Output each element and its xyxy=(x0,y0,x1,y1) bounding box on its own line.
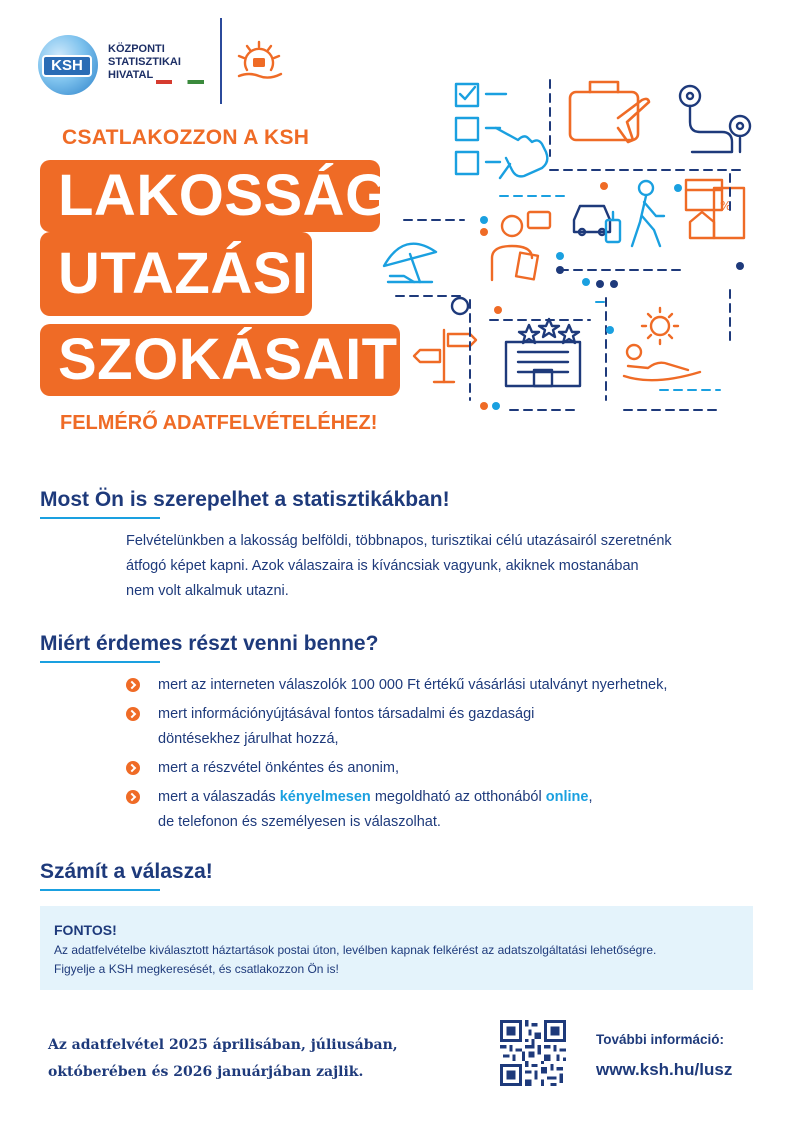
highlight-comfortably: kényelmesen xyxy=(279,789,371,805)
tourist-guide-icon xyxy=(492,212,550,280)
benefit-text: mert a részvétel önkéntes és anonim, xyxy=(158,760,399,776)
sunbather-icon xyxy=(624,345,700,380)
benefit-item xyxy=(126,702,766,752)
benefit-item xyxy=(126,785,766,835)
title-subline: FELMÉRŐ ADATFELVÉTELÉHEZ! xyxy=(60,412,378,434)
chevron-right-icon xyxy=(126,790,140,804)
benefit-item xyxy=(126,673,766,698)
intro-line-2: átfogó képet kapni. Azok válaszaira is kíváncsiak vagyunk, akiknek mostanában xyxy=(126,558,639,574)
ksh-logo-line-2: STATISZTIKAI xyxy=(108,56,181,68)
notice-line-2: Figyelje a KSH megkeresését, és csatlakozzon Ön is! xyxy=(54,962,339,976)
section-heading-counts: Számít a válasza! xyxy=(40,860,213,883)
notice-title: FONTOS! xyxy=(54,922,117,938)
ksh-logo-line-3: HIVATAL xyxy=(108,69,154,81)
suitcase-plane-icon xyxy=(570,82,649,142)
title-line-1: LAKOSSÁG xyxy=(40,160,380,232)
hotel-stars-icon xyxy=(506,319,580,386)
calendar-discount-icon xyxy=(686,180,744,238)
intro-line-3: nem volt alkalmuk utazni. xyxy=(126,583,289,599)
hungarian-flag-stripe xyxy=(156,80,204,84)
travel-illustration xyxy=(380,70,780,430)
important-notice xyxy=(40,906,753,990)
signpost-icon xyxy=(414,330,476,382)
ksh-logo xyxy=(38,35,198,97)
section-underline xyxy=(40,889,160,891)
benefit-text: mert információnyújtásával fontos társadalmi és gazdasági xyxy=(158,706,535,722)
beach-umbrella-icon xyxy=(384,244,436,282)
section-heading-statistics: Most Ön is szerepelhet a statisztikákban! xyxy=(40,488,450,511)
section-underline xyxy=(40,661,160,663)
schedule-line-2: októberében és 2026 januárjában zajlik. xyxy=(48,1064,364,1080)
map-pin-route-icon xyxy=(680,86,750,152)
intro-paragraph xyxy=(126,529,746,604)
traveler-icon xyxy=(606,181,664,246)
chevron-right-icon xyxy=(126,761,140,775)
benefit-text: mert az interneten válaszolók 100 000 Ft értékű vásárlási utalványt nyerhetnek, xyxy=(158,677,668,693)
benefit-text-end: , xyxy=(588,789,593,805)
title-line-2: UTAZÁSI xyxy=(40,232,312,316)
qr-code-icon[interactable] xyxy=(500,1020,566,1086)
more-info-label: További információ: xyxy=(596,1032,725,1047)
benefit-item xyxy=(126,756,766,781)
sun-icon xyxy=(642,308,678,344)
more-info-link[interactable]: www.ksh.hu/lusz xyxy=(596,1060,733,1079)
chevron-right-icon xyxy=(126,678,140,692)
survey-schedule xyxy=(48,1032,398,1086)
chevron-right-icon xyxy=(126,707,140,721)
title-line-3: SZOKÁSAIT xyxy=(40,324,400,396)
car-icon xyxy=(574,206,610,235)
hand-pointer-icon xyxy=(496,128,547,178)
ksh-logo-text xyxy=(108,43,181,82)
section-underline xyxy=(40,517,160,519)
benefit-text-cont: de telefonon és személyesen is válaszolhat. xyxy=(158,814,441,830)
svg-text:%: % xyxy=(720,199,732,213)
ksh-logo-abbrev: KSH xyxy=(42,55,92,77)
benefit-text: mert a válaszadás xyxy=(158,789,280,805)
section-heading-why: Miért érdemes részt venni benne? xyxy=(40,632,379,655)
schedule-line-1: Az adatfelvétel 2025 áprilisában, júliusában, xyxy=(48,1037,398,1053)
survey-sun-logo-icon xyxy=(235,40,285,84)
notice-line-1: Az adatfelvételbe kiválasztott háztartások postai úton, levélben kapnak felkérést az adatszolgáltatási lehetőségre. xyxy=(54,943,657,957)
benefits-list xyxy=(126,673,766,839)
intro-line-1: Felvételünkben a lakosság belföldi, többnapos, turisztikai célú utazásairól szeretnénk xyxy=(126,533,672,549)
benefit-text-cont: döntésekhez járulhat hozzá, xyxy=(158,731,339,747)
benefit-text-mid: megoldható az otthonából xyxy=(370,789,546,805)
header-divider xyxy=(220,18,222,104)
ksh-logo-line-1: KÖZPONTI xyxy=(108,43,165,55)
eyebrow-text: CSATLAKOZZON A KSH xyxy=(62,126,310,149)
highlight-online: online xyxy=(545,789,589,805)
